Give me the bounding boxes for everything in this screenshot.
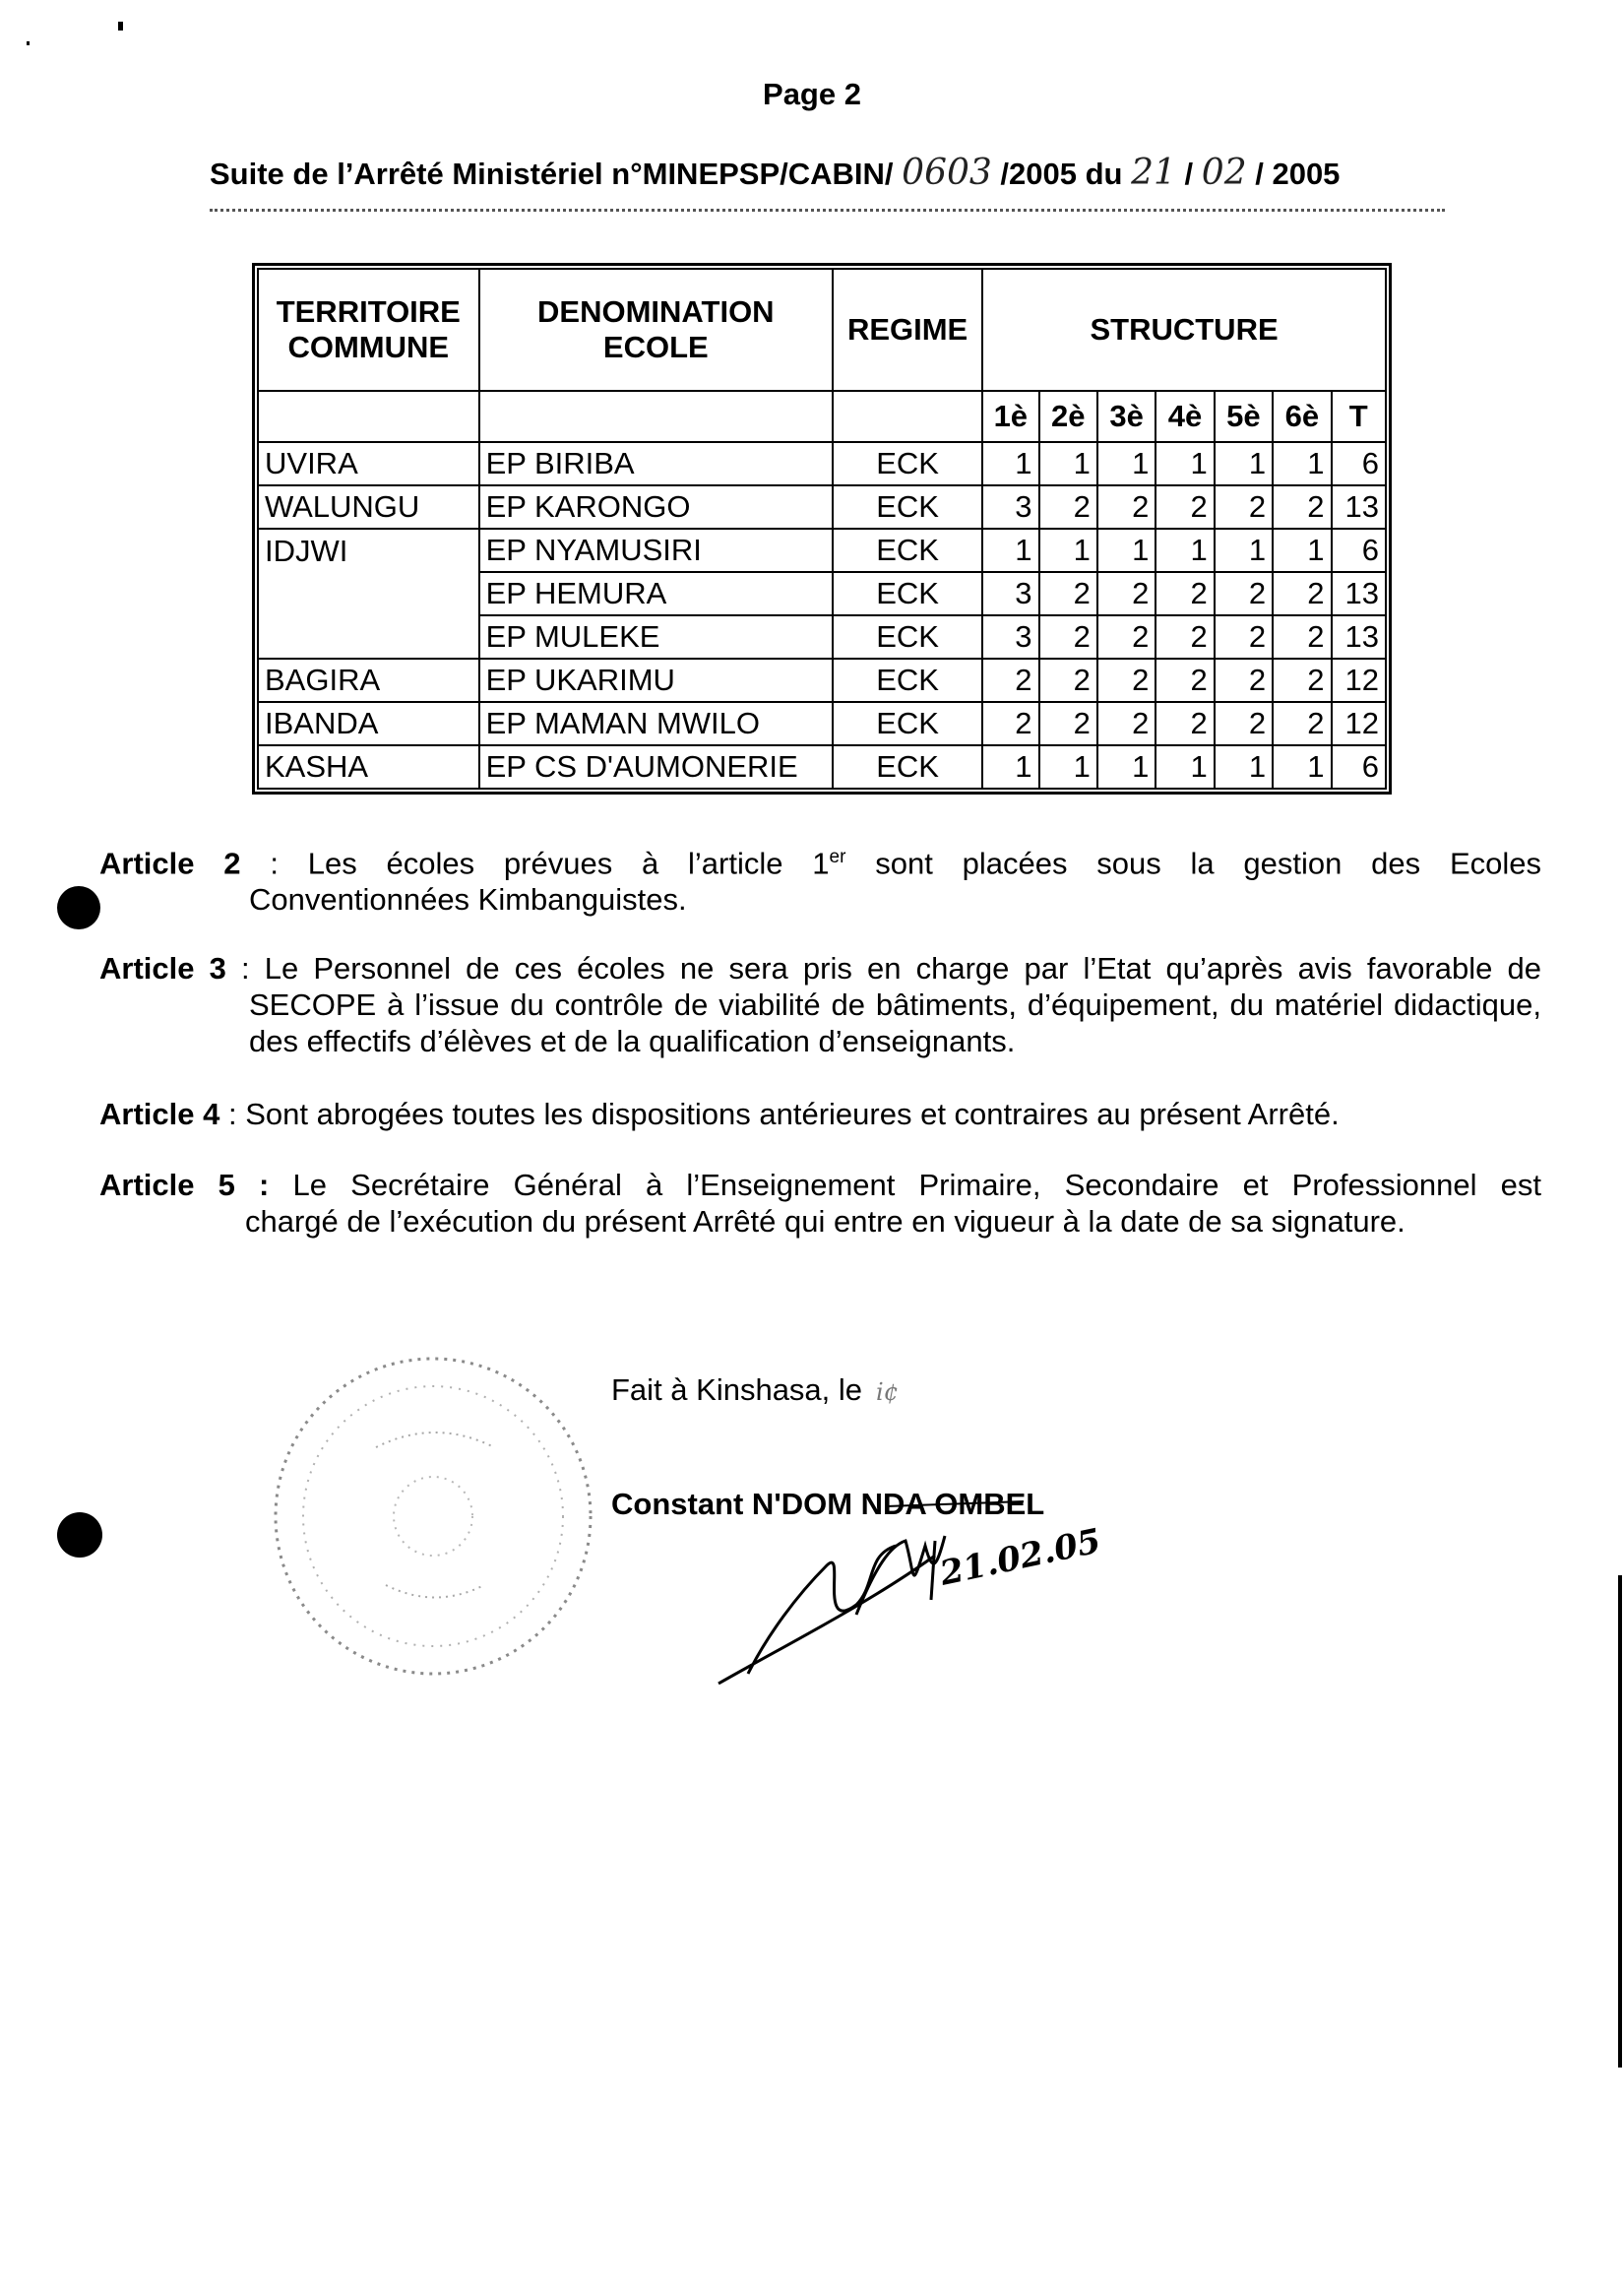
subheader-grade: 2è — [1039, 391, 1097, 442]
cell-ecole: EP KARONGO — [479, 485, 834, 529]
cell-ecole: EP HEMURA — [479, 572, 834, 615]
header-regime: REGIME — [833, 269, 982, 391]
handwritten-decree-number: 0603 — [902, 153, 992, 193]
cell-regime: ECK — [833, 615, 982, 659]
cell-grade-count: 2 — [982, 659, 1038, 702]
cell-grade-count: 2 — [1273, 615, 1331, 659]
cell-ecole: EP MAMAN MWILO — [479, 702, 834, 745]
subheader-grade: 6è — [1273, 391, 1331, 442]
cell-grade-count: 1 — [1097, 529, 1156, 572]
cell-grade-count: 2 — [1215, 485, 1273, 529]
cell-grade-count: 1 — [1156, 529, 1214, 572]
decree-prefix: Suite de l’Arrêté Ministériel n°MINEPSP/CABIN/ — [210, 157, 894, 191]
cell-total: 6 — [1332, 529, 1386, 572]
cell-grade-count: 1 — [1097, 442, 1156, 485]
cell-grade-count: 3 — [982, 615, 1038, 659]
cell-grade-count: 2 — [1273, 485, 1331, 529]
cell-territoire: IDJWI — [258, 529, 479, 572]
cell-ecole: EP CS D'AUMONERIE — [479, 745, 834, 789]
cell-grade-count: 2 — [1097, 572, 1156, 615]
cell-grade-count: 1 — [1156, 745, 1214, 789]
article-text: sont placées sous la gestion des Ecoles — [845, 846, 1541, 881]
article-text-continued: chargé de l’exécution du présent Arrêté qui entre en vigueur à la date de sa signature. — [245, 1204, 1405, 1239]
cell-grade-count: 2 — [1039, 572, 1097, 615]
cell-regime: ECK — [833, 745, 982, 789]
table-header-row — [258, 269, 1386, 391]
cell-regime: ECK — [833, 659, 982, 702]
cell-territoire: UVIRA — [258, 442, 479, 485]
article-text: Sont abrogées toutes les dispositions antérieures et contraires au présent Arrêté. — [245, 1097, 1340, 1131]
cell-grade-count: 1 — [1156, 442, 1214, 485]
cell-regime: ECK — [833, 702, 982, 745]
cell-regime: ECK — [833, 529, 982, 572]
cell-territoire: WALUNGU — [258, 485, 479, 529]
header-denomination: DENOMINATION ECOLE — [479, 269, 834, 391]
cell-grade-count: 1 — [1273, 442, 1331, 485]
subheader-empty — [479, 391, 834, 442]
cell-grade-count: 2 — [1156, 615, 1214, 659]
cell-ecole: EP MULEKE — [479, 615, 834, 659]
article-text: Le Secrétaire Général à l’Enseignement Primaire, Secondaire et Professionnel est — [292, 1168, 1541, 1202]
cell-grade-count: 2 — [1039, 485, 1097, 529]
cell-grade-count: 1 — [1039, 745, 1097, 789]
cell-grade-count: 2 — [1039, 615, 1097, 659]
cell-grade-count: 1 — [982, 529, 1038, 572]
cell-grade-count: 2 — [1156, 485, 1214, 529]
cell-ecole: EP BIRIBA — [479, 442, 834, 485]
cell-grade-count: 2 — [1097, 615, 1156, 659]
cell-territoire: BAGIRA — [258, 659, 479, 702]
signatory-name: Constant N'DOM NDA OMBEL — [611, 1487, 1045, 1521]
cell-ecole: EP UKARIMU — [479, 659, 834, 702]
article-colon: : — [227, 1097, 237, 1131]
date-separator: / — [1184, 157, 1194, 191]
cell-grade-count: 2 — [1039, 659, 1097, 702]
header-structure: STRUCTURE — [982, 269, 1386, 391]
cell-total: 13 — [1332, 485, 1386, 529]
subheader-grade: 5è — [1215, 391, 1273, 442]
schools-table — [257, 268, 1387, 790]
cell-grade-count: 1 — [1273, 529, 1331, 572]
cell-grade-count: 2 — [1273, 572, 1331, 615]
cell-territoire: KASHA — [258, 745, 479, 789]
article-label: Article 5 — [99, 1168, 235, 1202]
cell-grade-count: 3 — [982, 485, 1038, 529]
date-year: / 2005 — [1255, 157, 1341, 191]
handwritten-day: 21 — [1131, 153, 1176, 193]
cell-regime: ECK — [833, 485, 982, 529]
handwritten-date: i¢ — [876, 1378, 899, 1406]
table-row — [258, 659, 1386, 702]
cell-regime: ECK — [833, 442, 982, 485]
article-3 — [99, 950, 1541, 1059]
article-label: Article 2 — [99, 846, 241, 881]
scan-speck — [27, 41, 30, 45]
subheader-grade: 1è — [982, 391, 1038, 442]
table-subheader-row — [258, 391, 1386, 442]
cell-territoire — [258, 572, 479, 615]
article-colon: : — [241, 951, 250, 986]
cell-grade-count: 3 — [982, 572, 1038, 615]
subheader-empty — [833, 391, 982, 442]
cell-grade-count: 2 — [1215, 702, 1273, 745]
table-body — [258, 442, 1386, 789]
table-row — [258, 529, 1386, 572]
cell-grade-count: 2 — [1156, 702, 1214, 745]
article-colon: : — [259, 1168, 270, 1202]
handwritten-signature — [709, 1487, 1122, 1713]
cell-grade-count: 2 — [1215, 659, 1273, 702]
cell-grade-count: 2 — [1097, 485, 1156, 529]
cell-total: 13 — [1332, 572, 1386, 615]
cell-total: 6 — [1332, 745, 1386, 789]
subheader-grade: 4è — [1156, 391, 1214, 442]
cell-grade-count: 1 — [1097, 745, 1156, 789]
cell-grade-count: 2 — [982, 702, 1038, 745]
cell-regime: ECK — [833, 572, 982, 615]
table-row — [258, 442, 1386, 485]
cell-territoire — [258, 615, 479, 659]
cell-grade-count: 2 — [1156, 572, 1214, 615]
article-text-continued: SECOPE à l’issue du contrôle de viabilité de bâtiments, d’équipement, du matériel didactique, des effectifs d’élèves et de la qualification d’enseignants. — [249, 987, 1541, 1058]
subheader-total: T — [1332, 391, 1386, 442]
handwritten-month: 02 — [1201, 153, 1247, 193]
superscript-er: er — [829, 847, 846, 867]
cell-total: 13 — [1332, 615, 1386, 659]
article-text: Le Personnel de ces écoles ne sera pris en charge par l’Etat qu’après avis favorable de — [264, 951, 1541, 986]
punch-hole-mark — [57, 1512, 102, 1558]
table-row — [258, 615, 1386, 659]
cell-total: 6 — [1332, 442, 1386, 485]
cell-grade-count: 2 — [1215, 615, 1273, 659]
scan-speck — [118, 22, 123, 31]
cell-grade-count: 2 — [1039, 702, 1097, 745]
place-date-label: Fait à Kinshasa, le — [611, 1372, 863, 1407]
header-territoire: TERRITOIRE COMMUNE — [258, 269, 479, 391]
scan-edge-mark — [1618, 1575, 1622, 2068]
table-row — [258, 702, 1386, 745]
cell-grade-count: 1 — [1039, 442, 1097, 485]
cell-grade-count: 1 — [1215, 442, 1273, 485]
punch-hole-mark — [57, 886, 100, 929]
decree-year: /2005 du — [1000, 157, 1123, 191]
table-row — [258, 572, 1386, 615]
article-2 — [99, 839, 1541, 918]
article-colon: : — [270, 846, 279, 881]
page-number: Page 2 — [763, 77, 861, 111]
signature-date: 21.02.05 — [936, 1521, 1104, 1594]
cell-total: 12 — [1332, 659, 1386, 702]
article-label: Article 3 — [99, 951, 226, 986]
subheader-empty — [258, 391, 479, 442]
header-divider — [210, 209, 1445, 212]
article-text: Les écoles prévues à l’article 1 — [307, 846, 830, 881]
cell-total: 12 — [1332, 702, 1386, 745]
article-4 — [99, 1096, 1541, 1132]
cell-grade-count: 1 — [1273, 745, 1331, 789]
article-text-continued: Conventionnées Kimbanguistes. — [249, 882, 687, 918]
cell-grade-count: 2 — [1097, 659, 1156, 702]
cell-grade-count: 1 — [1039, 529, 1097, 572]
cell-grade-count: 1 — [982, 442, 1038, 485]
article-label: Article 4 — [99, 1097, 220, 1131]
article-5 — [99, 1167, 1541, 1240]
cell-territoire: IBANDA — [258, 702, 479, 745]
cell-grade-count: 2 — [1156, 659, 1214, 702]
cell-grade-count: 2 — [1215, 572, 1273, 615]
cell-grade-count: 1 — [1215, 529, 1273, 572]
table-row — [258, 485, 1386, 529]
official-seal-stamp — [258, 1339, 602, 1693]
cell-grade-count: 2 — [1097, 702, 1156, 745]
subheader-grade: 3è — [1097, 391, 1156, 442]
cell-grade-count: 1 — [982, 745, 1038, 789]
table-row — [258, 745, 1386, 789]
place-and-date — [611, 1372, 899, 1408]
decree-reference-header — [210, 153, 1440, 193]
cell-ecole: EP NYAMUSIRI — [479, 529, 834, 572]
cell-grade-count: 2 — [1273, 702, 1331, 745]
cell-grade-count: 1 — [1215, 745, 1273, 789]
cell-grade-count: 2 — [1273, 659, 1331, 702]
